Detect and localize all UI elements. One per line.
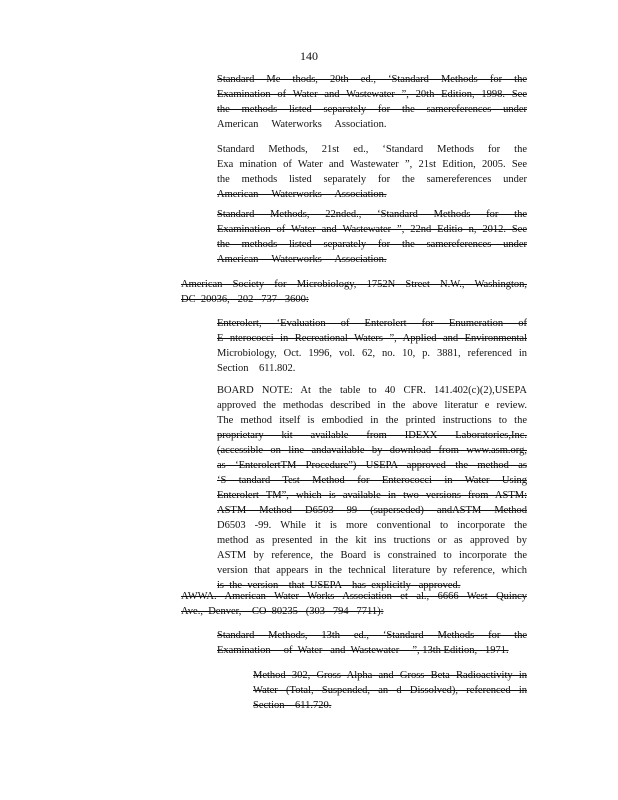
paragraph bbox=[217, 316, 527, 376]
text-line: Exa mination of Water and Wastewater ”, 21st Edition, 2005. See bbox=[217, 159, 527, 170]
struck-text-line: Standard Methods, 22nded., ‘Standard Methods for the bbox=[217, 209, 527, 220]
text-line: BOARD NOTE: At the table to 40 CFR. 141.402(c)(2),USEPA bbox=[217, 385, 527, 396]
struck-text-line: E nterococci in Recreational Waters ”, Applied and Environmental bbox=[217, 333, 527, 344]
struck-text-line: Water (Total, Suspended, an d Dissolved), referenced in bbox=[253, 685, 527, 696]
text-line: ASTM by reference, the Board is constrained to incorporate the bbox=[217, 550, 527, 561]
text-line: The method itself is embodied in the printed instructions to the bbox=[217, 415, 527, 426]
text-line: Standard Methods, 21st ed., ‘Standard Methods for the bbox=[217, 144, 527, 155]
struck-text-line: Method 302, Gross Alpha and Gross Beta Radioactivity in bbox=[253, 670, 527, 681]
struck-text-line: American Society for Microbiology, 1752N Street N.W., Washington, bbox=[181, 279, 527, 290]
struck-text-line: Section 611.720. bbox=[253, 700, 332, 711]
text-line: D6503 -99. While it is more conventional to incorporate the bbox=[217, 520, 527, 531]
struck-text-line: Examination of Water and Wastewater ”, 20th Edition, 1998. See bbox=[217, 89, 527, 100]
paragraph bbox=[181, 589, 527, 619]
struck-text-line: Enterolert TM”, which is available in two versions from ASTM: bbox=[217, 490, 527, 501]
struck-text-line: Examination of Water and Wastewater ”, 13th Edition, 1971. bbox=[217, 645, 509, 656]
struck-text-line: (accessible on line andavailable by download from www.asm.org, bbox=[217, 445, 527, 456]
paragraph bbox=[253, 668, 527, 713]
struck-text-line: American Waterworks Association. bbox=[217, 254, 387, 265]
struck-text-line: American Waterworks Association. bbox=[217, 189, 387, 200]
paragraph bbox=[217, 383, 527, 593]
text-line: Section 611.802. bbox=[217, 363, 296, 374]
struck-text-line: ASTM Method D6503 99 (superseded) andASTM Method bbox=[217, 505, 527, 516]
struck-text-line: Ave., Denver, CO 80235 (303 794 7711): bbox=[181, 606, 384, 617]
struck-text-line: Standard Me thods, 20th ed., ‘Standard Methods for the bbox=[217, 74, 527, 85]
paragraph bbox=[217, 72, 527, 132]
struck-text-line: proprietary kit available from IDEXX Laboratories,Inc. bbox=[217, 430, 527, 441]
text-line: American Waterworks Association. bbox=[217, 119, 387, 130]
paragraph bbox=[181, 277, 527, 307]
paragraph bbox=[217, 628, 527, 658]
text-line: approved the methodas described in the above literatur e review. bbox=[217, 400, 527, 411]
text-line: version that appears in the technical literature by reference, which bbox=[217, 565, 527, 576]
struck-text-line: ‘S tandard Test Method for Enterococci in Water Using bbox=[217, 475, 527, 486]
text-line: Microbiology, Oct. 1996, vol. 62, no. 10, p. 3881, referenced in bbox=[217, 348, 527, 359]
paragraph bbox=[217, 142, 527, 202]
struck-text-line: AWWA. American Water Works Association et al., 6666 West Quincy bbox=[181, 591, 527, 602]
struck-text-line: is the version that USEPA has explicitly approved. bbox=[217, 580, 461, 591]
struck-text-line: Standard Methods, 13th ed., ‘Standard Methods for the bbox=[217, 630, 527, 641]
paragraph bbox=[217, 207, 527, 267]
struck-text-line: as ‘EnterolertTM Procedure”) USEPA approved the method as bbox=[217, 460, 527, 471]
struck-text-line: Examination of Water and Wastewater ”, 22nd Editio n, 2012. See bbox=[217, 224, 527, 235]
text-line: the methods listed separately for the samereferences under bbox=[217, 174, 527, 185]
text-line: method as presented in the kit ins tructions or as approved by bbox=[217, 535, 527, 546]
struck-text-line: the methods listed separately for the samereferences under bbox=[217, 104, 527, 115]
struck-text-line: the methods listed separately for the samereferences under bbox=[217, 239, 527, 250]
page-number: 140 bbox=[300, 49, 318, 63]
struck-text-line: DC 20036, 202 737 3600: bbox=[181, 294, 309, 305]
struck-text-line: Enterolert, ‘Evaluation of Enterolert for Enumeration of bbox=[217, 318, 527, 329]
